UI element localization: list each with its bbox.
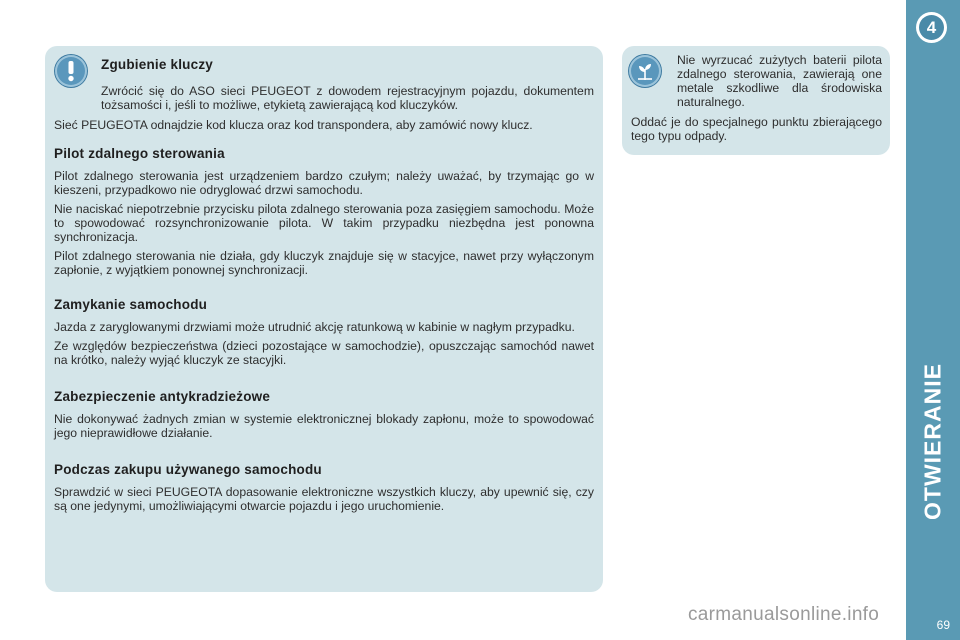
remote-paragraph-2: Nie naciskać niepotrzebnie przycisku pilota zdalnego sterowania poza zasięgiem samochodu. Może to spowodować rozsynchronizowanie pilota. W takim przypadku niezbędna jest ponowna synchronizacja. xyxy=(54,202,594,244)
section-title-antitheft: Zabezpieczenie antykradzieżowe xyxy=(54,389,271,404)
lost-keys-paragraph-2: Sieć PEUGEOTA odnajdzie kod klucza oraz kod transpondera, aby zamówić nowy klucz. xyxy=(54,118,533,132)
watermark: carmanualsonline.info xyxy=(688,604,880,625)
remote-paragraph-3: Pilot zdalnego sterowania nie działa, gdy kluczyk znajduje się w stacyjce, nawet przy wyłączonym zapłonie, z wyjątkiem ponownej synchronizacji. xyxy=(54,249,594,277)
page-number: 69 xyxy=(936,618,950,632)
info-panel-main xyxy=(45,46,603,592)
locking-paragraph-2: Ze względów bezpieczeństwa (dzieci pozostające w samochodzie), opuszczając samochód nawet na krótko, należy wyjąć kluczyk ze stacyjki. xyxy=(54,339,594,367)
locking-paragraph-1: Jazda z zaryglowanymi drzwiami może utrudnić akcję ratunkową w kabinie w nagłym przypadku. xyxy=(54,320,575,334)
section-title-locking: Zamykanie samochodu xyxy=(54,297,208,312)
info-panel-environment xyxy=(622,46,890,155)
used-car-paragraph-1: Sprawdzić w sieci PEUGEOTA dopasowanie elektroniczne wszystkich kluczy, aby upewnić się, czy są one jedynymi, umożliwiającymi otwarcie pojazdu i jego uruchomienie. xyxy=(54,485,594,513)
chapter-title: OTWIERANIE xyxy=(919,363,946,520)
recycle-plant-icon xyxy=(629,55,661,87)
chapter-badge xyxy=(916,12,947,43)
remote-paragraph-1: Pilot zdalnego sterowania jest urządzeniem bardzo czułym; należy uważać, by trzymając go w kieszeni, przypadkowo nie odryglować drzwi samochodu. xyxy=(54,169,594,197)
antitheft-paragraph-1: Nie dokonywać żadnych zmian w systemie elektronicznej blokady zapłonu, może to spowodować jego nieprawidłowe działanie. xyxy=(54,412,594,440)
exclamation-icon xyxy=(55,55,87,87)
section-title-used-car: Podczas zakupu używanego samochodu xyxy=(54,462,322,477)
section-title-remote: Pilot zdalnego sterowania xyxy=(54,146,225,161)
lost-keys-paragraph-1: Zwrócić się do ASO sieci PEUGEOT z dowodem rejestracyjnym pojazdu, dokumentem tożsamości i, jeśli to możliwe, etykietą zawierającą kod kluczyków. xyxy=(101,84,594,112)
environment-paragraph-1: Nie wyrzucać zużytych baterii pilota zdalnego sterowania, zawierają one metale szkodliwe dla środowiska naturalnego. xyxy=(677,53,882,109)
chapter-number: 4 xyxy=(919,15,944,40)
section-title-lost-keys: Zgubienie kluczy xyxy=(101,57,213,72)
chapter-sidebar xyxy=(906,0,960,640)
environment-paragraph-2: Oddać je do specjalnego punktu zbierającego tego typu odpady. xyxy=(631,115,882,143)
